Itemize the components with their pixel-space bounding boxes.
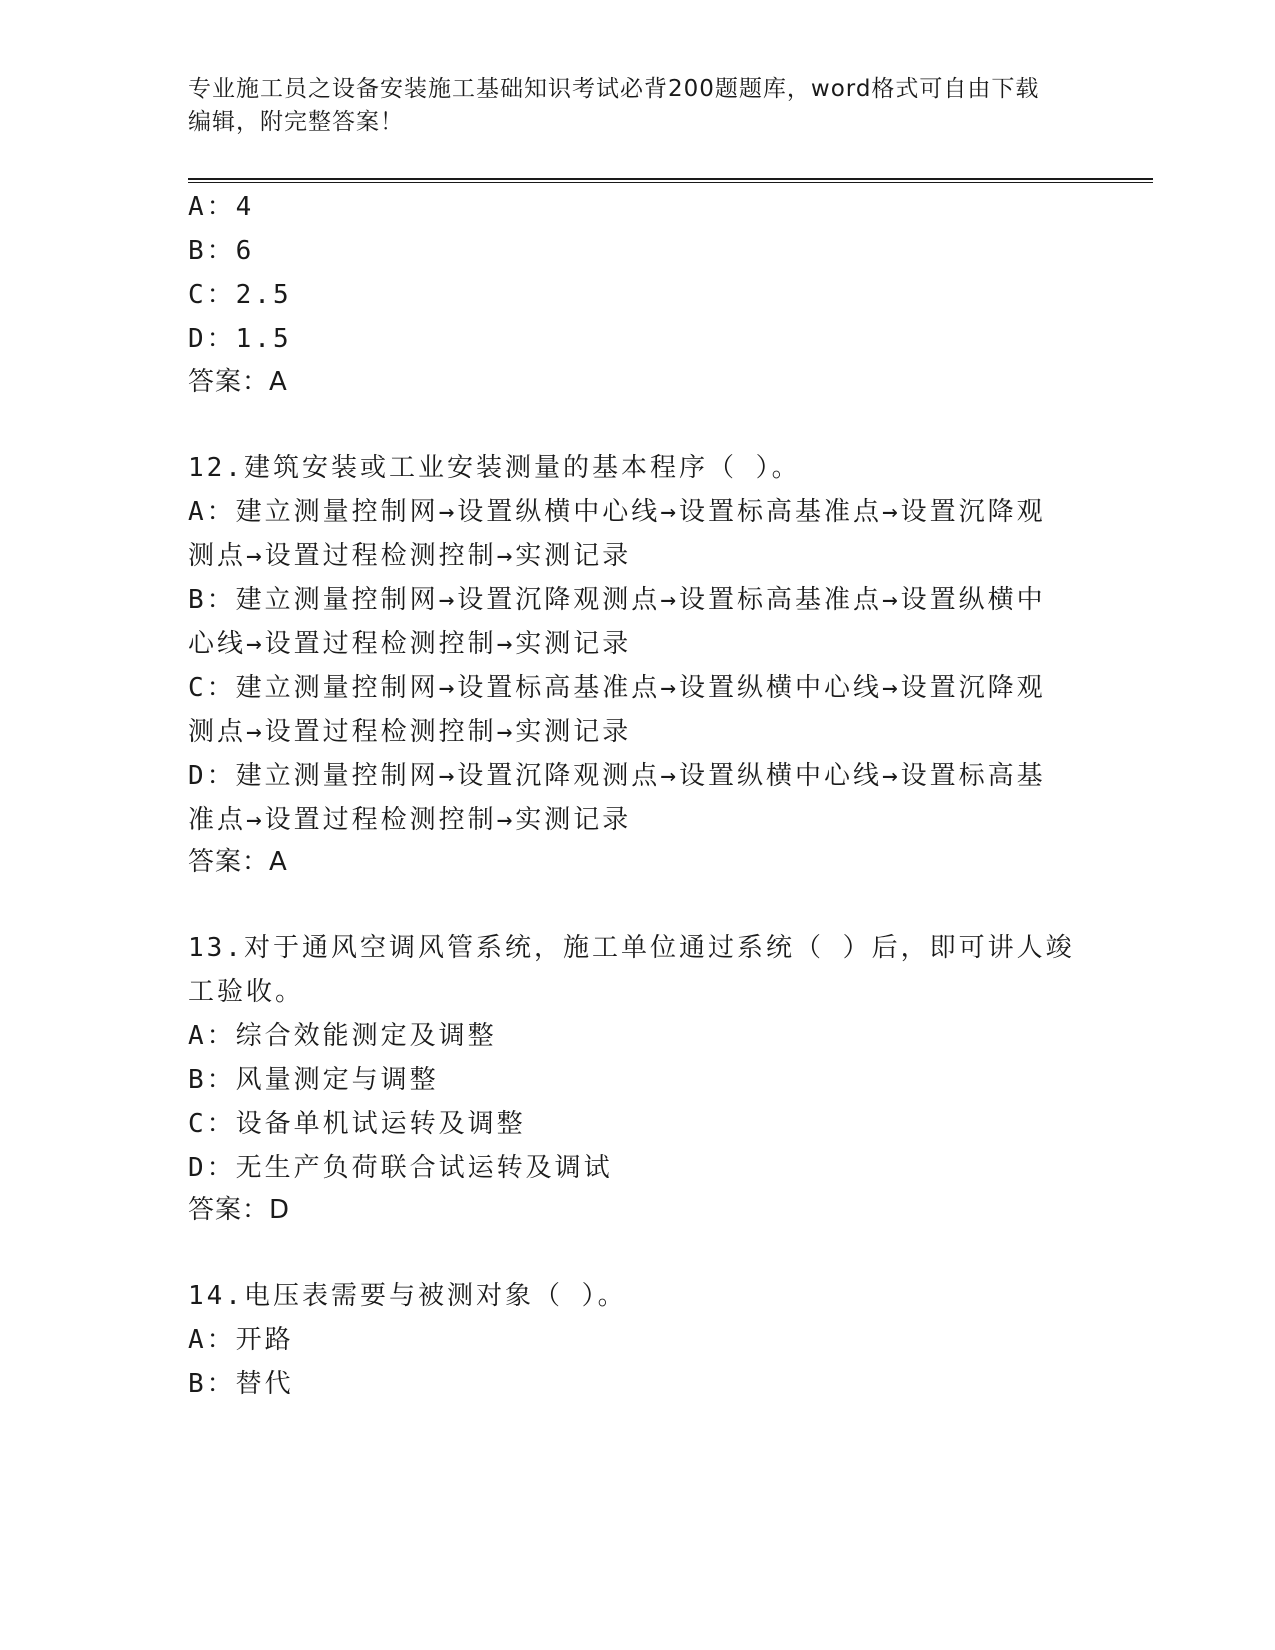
q13-stem-line2: 工验收。 <box>188 977 305 1007</box>
q13-answer: 答案：D <box>188 1195 291 1225</box>
q14-option-a: A：开路 <box>188 1325 294 1355</box>
q13-stem-line1: 13.对于通风空调风管系统，施工单位通过系统（ ）后，即可讲人竣 <box>188 933 1075 963</box>
prev-option-a: A：4 <box>188 192 255 222</box>
prev-answer: 答案：A <box>188 367 288 397</box>
q13-option-b: B：风量测定与调整 <box>188 1065 439 1095</box>
q13-option-c: C：设备单机试运转及调整 <box>188 1109 526 1139</box>
q13-option-a: A：综合效能测定及调整 <box>188 1021 497 1051</box>
q12-option-d-line1: D：建立测量控制网→设置沉降观测点→设置纵横中心线→设置标高基 <box>188 761 1046 791</box>
q12-option-d-line2: 准点→设置过程检测控制→实测记录 <box>188 805 632 835</box>
q12-option-c-line2: 测点→设置过程检测控制→实测记录 <box>188 717 632 747</box>
prev-option-d: D：1.5 <box>188 324 292 354</box>
q12-option-a-line1: A：建立测量控制网→设置纵横中心线→设置标高基准点→设置沉降观 <box>188 497 1046 527</box>
prev-option-b: B：6 <box>188 236 255 266</box>
document-header <box>188 73 1088 139</box>
q12-option-a-line2: 测点→设置过程检测控制→实测记录 <box>188 541 632 571</box>
q12-stem: 12.建筑安装或工业安装测量的基本程序（ ）。 <box>188 453 801 483</box>
q13-option-d: D：无生产负荷联合试运转及调试 <box>188 1153 613 1183</box>
q12-option-c-line1: C：建立测量控制网→设置标高基准点→设置纵横中心线→设置沉降观 <box>188 673 1046 703</box>
header-divider <box>188 178 1153 183</box>
prev-option-c: C：2.5 <box>188 280 292 310</box>
q12-answer: 答案：A <box>188 847 288 877</box>
header-title-line2: 编辑，附完整答案！ <box>188 109 404 135</box>
q14-stem: 14.电压表需要与被测对象（ ）。 <box>188 1281 627 1311</box>
q12-option-b-line1: B：建立测量控制网→设置沉降观测点→设置标高基准点→设置纵横中 <box>188 585 1046 615</box>
q14-option-b: B：替代 <box>188 1369 294 1399</box>
q12-option-b-line2: 心线→设置过程检测控制→实测记录 <box>188 629 632 659</box>
header-title-line1: 专业施工员之设备安装施工基础知识考试必背200题题库，word格式可自由下载 <box>188 76 1040 102</box>
